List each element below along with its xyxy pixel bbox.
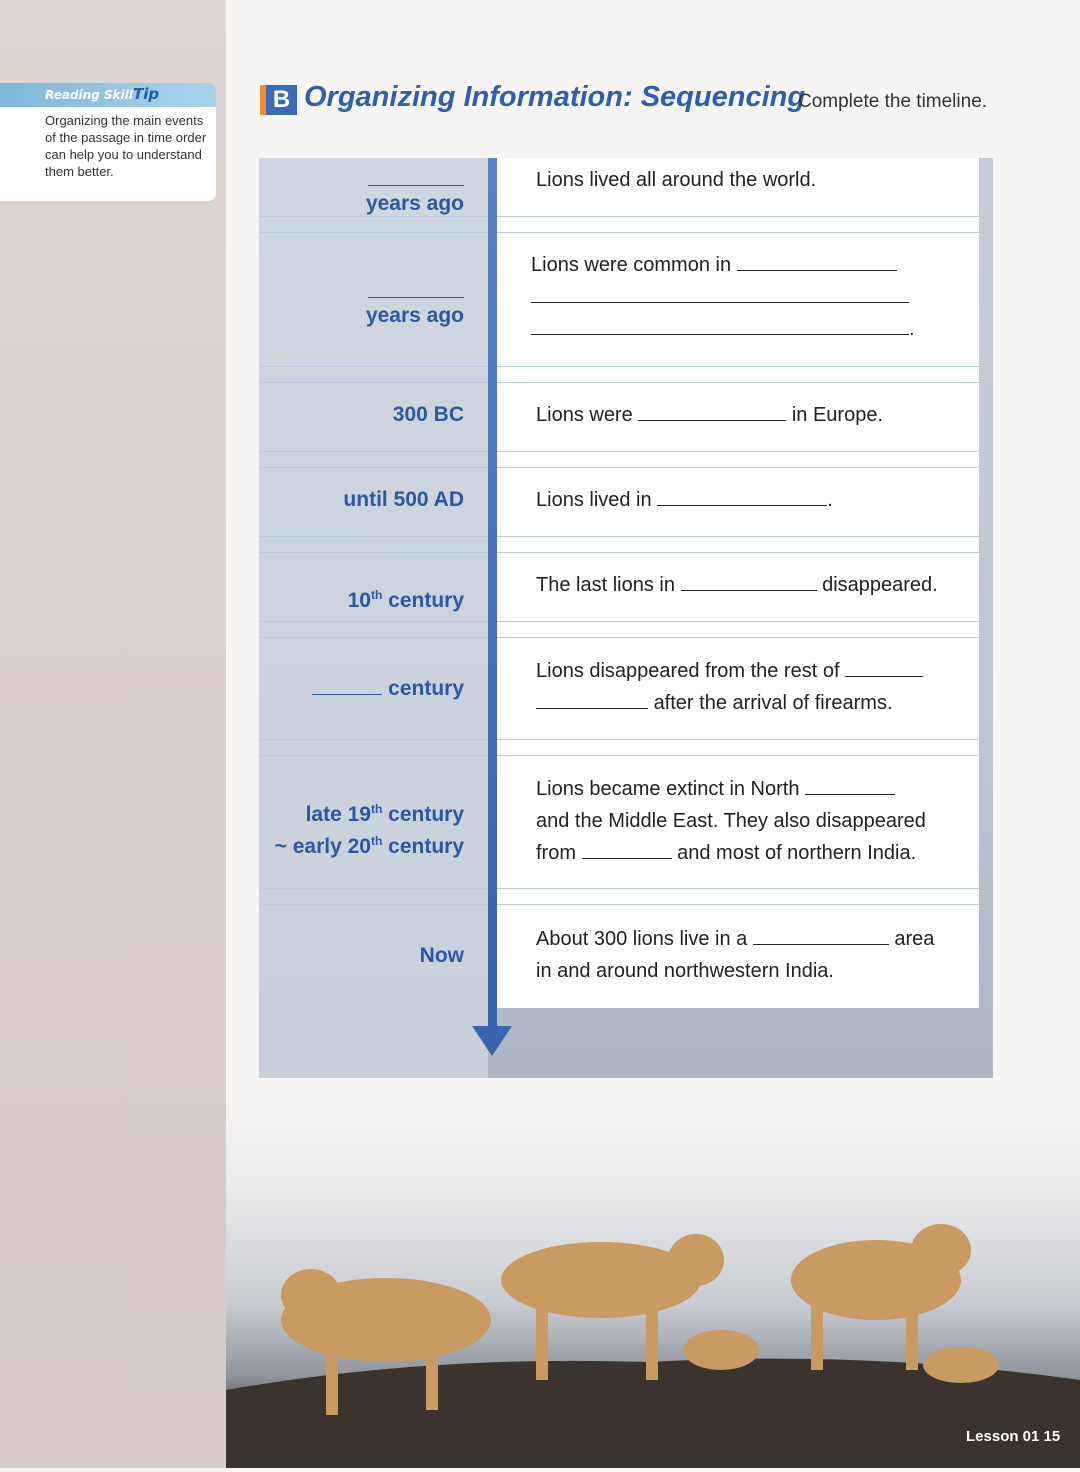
section-letter-badge: B <box>260 85 297 115</box>
event-text: disappeared. <box>822 574 938 596</box>
page-number: 15 <box>1043 1428 1061 1445</box>
event-5 <box>536 569 956 601</box>
date-label-4 <box>343 488 464 512</box>
event-text: and most of northern India. <box>677 842 917 864</box>
tip-label: Reading Skill <box>45 88 133 102</box>
event-text: About 300 lions live in a <box>536 928 748 950</box>
event-2 <box>531 249 951 345</box>
answer-blank[interactable] <box>805 776 895 795</box>
page-footer <box>966 1428 1060 1445</box>
answer-blank[interactable] <box>638 402 786 421</box>
date-text: century <box>388 677 464 700</box>
answer-blank[interactable] <box>531 284 909 303</box>
section-title: Organizing Information: Sequencing <box>304 81 806 113</box>
date-label-3 <box>393 403 464 427</box>
date-label-2 <box>366 280 464 328</box>
event-text: from <box>536 842 576 864</box>
row-divider <box>259 536 979 537</box>
event-text: Lions disappeared from the rest of <box>536 660 840 682</box>
date-text: Now <box>419 944 464 967</box>
date-text: ~ early 20 <box>274 835 371 858</box>
left-margin <box>0 0 226 1468</box>
answer-blank[interactable] <box>582 840 672 859</box>
event-6 <box>536 655 956 719</box>
date-label-5 <box>348 588 464 613</box>
row-divider <box>259 637 979 638</box>
answer-blank[interactable] <box>657 487 827 506</box>
event-text: Lions lived in <box>536 489 652 511</box>
row-divider <box>259 382 979 383</box>
date-label-1 <box>366 168 464 216</box>
row-divider <box>259 888 979 889</box>
event-text: The last lions in <box>536 574 675 596</box>
date-text: century <box>388 589 464 612</box>
lions-photo <box>226 1100 1080 1468</box>
date-text: 300 BC <box>392 403 464 426</box>
date-sup: th <box>370 588 383 602</box>
event-text: . <box>909 318 915 340</box>
event-text: Lions became extinct in North <box>536 778 800 800</box>
date-text: late 19 <box>305 803 371 826</box>
tip-header <box>0 83 216 107</box>
event-4 <box>536 484 956 516</box>
reading-skill-tip <box>0 83 216 201</box>
row-divider <box>259 755 979 756</box>
row-divider <box>259 739 979 740</box>
date-sup: th <box>370 802 383 816</box>
date-blank[interactable] <box>368 171 464 186</box>
row-divider <box>259 904 979 905</box>
date-text: century <box>388 835 464 858</box>
event-text: and the Middle East. They also disappeared <box>536 810 926 832</box>
date-text: century <box>388 803 464 826</box>
event-3 <box>536 399 956 431</box>
date-text: years ago <box>365 192 464 215</box>
answer-blank[interactable] <box>737 252 897 271</box>
answer-blank[interactable] <box>845 658 923 677</box>
tip-text: Organizing the main events of the passage in time order can help you to understand them better. <box>45 113 207 179</box>
event-text: Lions were common in <box>531 254 732 276</box>
tip-label-em: Tip <box>133 85 160 103</box>
answer-blank[interactable] <box>681 572 817 591</box>
answer-blank[interactable] <box>536 690 648 709</box>
event-8 <box>536 923 956 987</box>
answer-blank[interactable] <box>753 926 889 945</box>
row-divider <box>259 366 979 367</box>
event-text: in Europe. <box>791 404 884 426</box>
date-blank[interactable] <box>368 283 464 298</box>
timeline-axis <box>488 158 497 1028</box>
event-text: . <box>827 489 833 511</box>
row-divider <box>259 552 979 553</box>
lesson-number: Lesson 01 <box>966 1428 1040 1445</box>
row-divider <box>259 232 979 233</box>
row-divider <box>259 621 979 622</box>
date-label-6 <box>312 677 464 701</box>
event-text: area <box>894 928 935 950</box>
event-text: Lions lived all around the world. <box>536 169 817 191</box>
timeline-arrow-head <box>472 1026 512 1056</box>
date-text: years ago <box>365 304 464 327</box>
event-7 <box>536 773 956 869</box>
row-divider <box>259 467 979 468</box>
answer-blank[interactable] <box>531 316 909 335</box>
row-divider <box>259 451 979 452</box>
date-text: until 500 AD <box>343 488 464 511</box>
event-1 <box>536 164 956 196</box>
event-text: after the arrival of firearms. <box>653 692 893 714</box>
date-text: 10 <box>347 589 371 612</box>
date-label-8 <box>420 944 464 968</box>
date-label-7 <box>275 796 464 860</box>
date-blank[interactable] <box>312 680 382 695</box>
date-sup: th <box>370 834 383 848</box>
instruction-text: Complete the timeline. <box>798 91 988 112</box>
event-text: Lions were <box>536 404 633 426</box>
lions-illustration <box>226 1100 1080 1468</box>
event-text: in and around northwestern India. <box>536 960 834 982</box>
row-divider <box>259 216 979 217</box>
